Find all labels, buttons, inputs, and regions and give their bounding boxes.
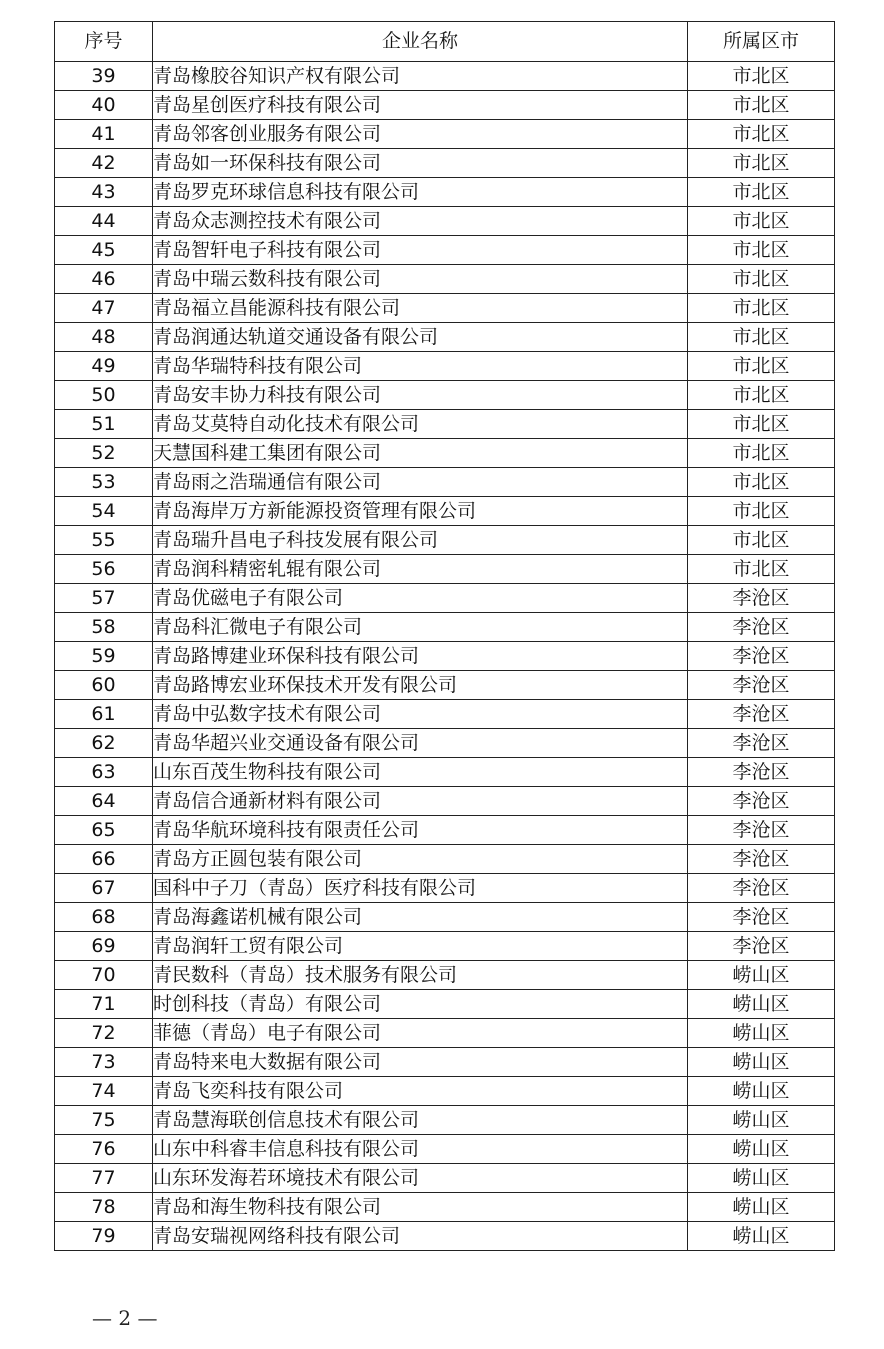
row-district: 市北区 — [688, 149, 835, 178]
table-row — [55, 932, 835, 961]
row-district: 崂山区 — [688, 1019, 835, 1048]
row-district: 李沧区 — [688, 932, 835, 961]
page-number: — 2 — — [92, 1306, 158, 1330]
row-serial-number: 64 — [55, 787, 153, 816]
row-serial-number: 43 — [55, 178, 153, 207]
row-serial-number: 60 — [55, 671, 153, 700]
table-row — [55, 1193, 835, 1222]
row-serial-number: 74 — [55, 1077, 153, 1106]
row-district: 李沧区 — [688, 787, 835, 816]
table-row — [55, 961, 835, 990]
row-company-name: 青岛慧海联创信息技术有限公司 — [153, 1106, 688, 1135]
row-company-name: 山东百茂生物科技有限公司 — [153, 758, 688, 787]
row-serial-number: 44 — [55, 207, 153, 236]
row-serial-number: 41 — [55, 120, 153, 149]
row-company-name: 青岛雨之浩瑞通信有限公司 — [153, 468, 688, 497]
row-serial-number: 42 — [55, 149, 153, 178]
row-district: 李沧区 — [688, 845, 835, 874]
table-row — [55, 1135, 835, 1164]
row-district: 李沧区 — [688, 613, 835, 642]
row-serial-number: 75 — [55, 1106, 153, 1135]
row-company-name: 青岛中瑞云数科技有限公司 — [153, 265, 688, 294]
row-district: 崂山区 — [688, 1135, 835, 1164]
row-district: 市北区 — [688, 207, 835, 236]
table-row — [55, 91, 835, 120]
row-district: 李沧区 — [688, 584, 835, 613]
row-district: 市北区 — [688, 439, 835, 468]
row-company-name: 青岛智轩电子科技有限公司 — [153, 236, 688, 265]
row-company-name: 青岛橡胶谷知识产权有限公司 — [153, 62, 688, 91]
row-district: 市北区 — [688, 265, 835, 294]
row-serial-number: 62 — [55, 729, 153, 758]
table-row — [55, 671, 835, 700]
row-district: 市北区 — [688, 323, 835, 352]
table-row — [55, 1106, 835, 1135]
row-company-name: 时创科技（青岛）有限公司 — [153, 990, 688, 1019]
row-serial-number: 59 — [55, 642, 153, 671]
row-company-name: 青岛科汇微电子有限公司 — [153, 613, 688, 642]
row-district: 市北区 — [688, 497, 835, 526]
table-row — [55, 613, 835, 642]
row-district: 市北区 — [688, 178, 835, 207]
row-company-name: 青岛安瑞视网络科技有限公司 — [153, 1222, 688, 1251]
table-row — [55, 178, 835, 207]
table-row — [55, 207, 835, 236]
row-district: 李沧区 — [688, 729, 835, 758]
row-company-name: 青岛润科精密轧辊有限公司 — [153, 555, 688, 584]
header-district: 所属区市 — [688, 22, 835, 62]
table-row — [55, 120, 835, 149]
row-serial-number: 78 — [55, 1193, 153, 1222]
row-serial-number: 47 — [55, 294, 153, 323]
row-serial-number: 63 — [55, 758, 153, 787]
table-row — [55, 1164, 835, 1193]
table-row — [55, 816, 835, 845]
row-company-name: 青岛艾莫特自动化技术有限公司 — [153, 410, 688, 439]
row-serial-number: 49 — [55, 352, 153, 381]
row-company-name: 青岛瑞升昌电子科技发展有限公司 — [153, 526, 688, 555]
table-row — [55, 381, 835, 410]
table-row — [55, 700, 835, 729]
row-district: 李沧区 — [688, 874, 835, 903]
row-serial-number: 68 — [55, 903, 153, 932]
table-row — [55, 497, 835, 526]
table-row — [55, 903, 835, 932]
row-company-name: 青岛安丰协力科技有限公司 — [153, 381, 688, 410]
row-district: 李沧区 — [688, 758, 835, 787]
row-company-name: 青岛方正圆包装有限公司 — [153, 845, 688, 874]
row-district: 市北区 — [688, 62, 835, 91]
row-company-name: 青岛福立昌能源科技有限公司 — [153, 294, 688, 323]
row-district: 李沧区 — [688, 671, 835, 700]
row-district: 市北区 — [688, 555, 835, 584]
table-row — [55, 1222, 835, 1251]
table-row — [55, 845, 835, 874]
row-district: 崂山区 — [688, 1164, 835, 1193]
table-row — [55, 758, 835, 787]
table-row — [55, 729, 835, 758]
table-row — [55, 323, 835, 352]
row-company-name: 青岛特来电大数据有限公司 — [153, 1048, 688, 1077]
row-company-name: 菲德（青岛）电子有限公司 — [153, 1019, 688, 1048]
row-district: 市北区 — [688, 236, 835, 265]
row-district: 崂山区 — [688, 1077, 835, 1106]
row-company-name: 青岛和海生物科技有限公司 — [153, 1193, 688, 1222]
row-company-name: 青岛飞奕科技有限公司 — [153, 1077, 688, 1106]
row-company-name: 青岛罗克环球信息科技有限公司 — [153, 178, 688, 207]
row-serial-number: 46 — [55, 265, 153, 294]
row-district: 市北区 — [688, 352, 835, 381]
row-company-name: 青岛路博建业环保科技有限公司 — [153, 642, 688, 671]
header-serial-number: 序号 — [55, 22, 153, 62]
table-header — [55, 22, 835, 62]
row-serial-number: 77 — [55, 1164, 153, 1193]
row-district: 崂山区 — [688, 1193, 835, 1222]
row-district: 崂山区 — [688, 1048, 835, 1077]
row-company-name: 青岛海鑫诺机械有限公司 — [153, 903, 688, 932]
row-serial-number: 55 — [55, 526, 153, 555]
row-serial-number: 54 — [55, 497, 153, 526]
row-serial-number: 67 — [55, 874, 153, 903]
table-row — [55, 990, 835, 1019]
row-serial-number: 58 — [55, 613, 153, 642]
row-district: 市北区 — [688, 468, 835, 497]
row-company-name: 天慧国科建工集团有限公司 — [153, 439, 688, 468]
row-company-name: 青岛润轩工贸有限公司 — [153, 932, 688, 961]
row-company-name: 青岛海岸万方新能源投资管理有限公司 — [153, 497, 688, 526]
row-serial-number: 71 — [55, 990, 153, 1019]
row-serial-number: 61 — [55, 700, 153, 729]
row-district: 市北区 — [688, 120, 835, 149]
row-serial-number: 76 — [55, 1135, 153, 1164]
row-serial-number: 53 — [55, 468, 153, 497]
row-district: 市北区 — [688, 91, 835, 120]
table-row — [55, 439, 835, 468]
row-company-name: 青岛信合通新材料有限公司 — [153, 787, 688, 816]
row-company-name: 国科中子刀（青岛）医疗科技有限公司 — [153, 874, 688, 903]
row-company-name: 青岛星创医疗科技有限公司 — [153, 91, 688, 120]
header-company-name: 企业名称 — [153, 22, 688, 62]
table-row — [55, 642, 835, 671]
row-serial-number: 73 — [55, 1048, 153, 1077]
row-district: 市北区 — [688, 410, 835, 439]
row-company-name: 山东中科睿丰信息科技有限公司 — [153, 1135, 688, 1164]
table-row — [55, 294, 835, 323]
row-company-name: 青岛路博宏业环保技术开发有限公司 — [153, 671, 688, 700]
row-company-name: 青岛华瑞特科技有限公司 — [153, 352, 688, 381]
row-serial-number: 45 — [55, 236, 153, 265]
row-district: 崂山区 — [688, 990, 835, 1019]
row-company-name: 山东环发海若环境技术有限公司 — [153, 1164, 688, 1193]
row-serial-number: 52 — [55, 439, 153, 468]
row-serial-number: 51 — [55, 410, 153, 439]
row-district: 李沧区 — [688, 700, 835, 729]
table-row — [55, 1048, 835, 1077]
row-serial-number: 48 — [55, 323, 153, 352]
table-row — [55, 787, 835, 816]
row-serial-number: 69 — [55, 932, 153, 961]
row-district: 李沧区 — [688, 903, 835, 932]
row-serial-number: 65 — [55, 816, 153, 845]
row-district: 市北区 — [688, 294, 835, 323]
row-company-name: 青岛优磁电子有限公司 — [153, 584, 688, 613]
row-district: 崂山区 — [688, 1222, 835, 1251]
table-row — [55, 874, 835, 903]
row-company-name: 青民数科（青岛）技术服务有限公司 — [153, 961, 688, 990]
row-company-name: 青岛邻客创业服务有限公司 — [153, 120, 688, 149]
table-row — [55, 62, 835, 91]
row-company-name: 青岛润通达轨道交通设备有限公司 — [153, 323, 688, 352]
row-district: 崂山区 — [688, 1106, 835, 1135]
table-row — [55, 584, 835, 613]
row-serial-number: 39 — [55, 62, 153, 91]
table-row — [55, 236, 835, 265]
table-row — [55, 526, 835, 555]
row-district: 崂山区 — [688, 961, 835, 990]
row-company-name: 青岛如一环保科技有限公司 — [153, 149, 688, 178]
table-row — [55, 410, 835, 439]
row-company-name: 青岛众志测控技术有限公司 — [153, 207, 688, 236]
row-serial-number: 57 — [55, 584, 153, 613]
table-row — [55, 468, 835, 497]
row-serial-number: 79 — [55, 1222, 153, 1251]
table-row — [55, 265, 835, 294]
table-row — [55, 555, 835, 584]
row-district: 市北区 — [688, 526, 835, 555]
row-serial-number: 66 — [55, 845, 153, 874]
row-serial-number: 70 — [55, 961, 153, 990]
row-district: 李沧区 — [688, 642, 835, 671]
row-company-name: 青岛中弘数字技术有限公司 — [153, 700, 688, 729]
row-district: 市北区 — [688, 381, 835, 410]
row-serial-number: 50 — [55, 381, 153, 410]
table-body — [55, 62, 835, 1251]
table-row — [55, 352, 835, 381]
row-company-name: 青岛华超兴业交通设备有限公司 — [153, 729, 688, 758]
row-company-name: 青岛华航环境科技有限责任公司 — [153, 816, 688, 845]
row-serial-number: 56 — [55, 555, 153, 584]
table-row — [55, 1019, 835, 1048]
header-row — [55, 22, 835, 62]
table-row — [55, 1077, 835, 1106]
row-serial-number: 40 — [55, 91, 153, 120]
row-serial-number: 72 — [55, 1019, 153, 1048]
table-row — [55, 149, 835, 178]
company-table — [54, 21, 835, 1251]
row-district: 李沧区 — [688, 816, 835, 845]
